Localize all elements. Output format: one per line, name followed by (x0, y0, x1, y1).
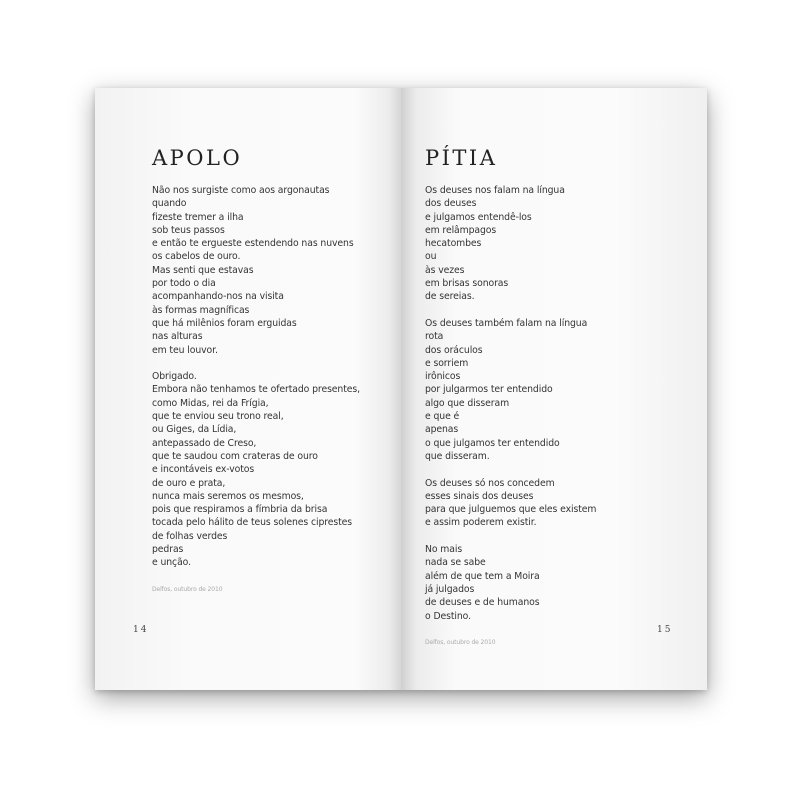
poem-line: o Destino. (425, 610, 471, 622)
poem-line: por todo o dia (152, 278, 216, 290)
poem-line: já julgados (425, 583, 475, 595)
poem-line: apenas (425, 424, 459, 436)
poem-line: os cabelos de ouro. (152, 251, 241, 263)
poem-line: de deuses e de humanos (425, 597, 540, 609)
poem-line: rota (425, 331, 444, 343)
poem-line: pois que respiramos a fímbria da brisa (152, 504, 328, 516)
poem-line: Embora não tenhamos te ofertado presentes, (152, 384, 360, 396)
poem-body (425, 184, 596, 649)
poem-line: dos deuses (425, 198, 477, 210)
poem-line: tocada pelo hálito de teus solenes ciprestes (152, 517, 353, 529)
poem-line: em teu louvor. (152, 344, 218, 356)
poem-line: pedras (152, 544, 184, 556)
poem-signature: Delfos, outubro de 2010 (152, 585, 223, 593)
poem-line: e sorriem (425, 357, 469, 369)
poem-line: e então te ergueste estendendo nas nuvens (152, 238, 354, 250)
poem-line: de sereias. (425, 291, 475, 303)
stanza-break (152, 357, 360, 370)
poem-line: às formas magníficas (152, 304, 250, 316)
poem-title: PÍTIA (425, 146, 498, 170)
poem-line: o que julgamos ter entendido (425, 437, 560, 449)
poem-line: além de que tem a Moira (425, 570, 540, 582)
poem-line: fizeste tremer a ilha (152, 211, 244, 223)
poem-line: No mais (425, 544, 463, 556)
poem-line: às vezes (425, 264, 465, 276)
poem-line: em relâmpagos (425, 224, 497, 236)
poem-line: Os deuses só nos concedem (425, 477, 555, 489)
poem-line: Os deuses também falam na língua (425, 317, 588, 329)
poem-line: sob teus passos (152, 224, 225, 236)
page-number: 15 (657, 625, 673, 635)
poem-line: antepassado de Creso, (152, 437, 257, 449)
poem-line: Mas senti que estavas (152, 264, 254, 276)
open-book (95, 88, 707, 690)
poem-line: nas alturas (152, 331, 203, 343)
poem-line: dos oráculos (425, 344, 483, 356)
poem-line: ou Giges, da Lídia, (152, 424, 237, 436)
poem-line: e incontáveis ex-votos (152, 464, 255, 476)
poem-body (152, 184, 360, 596)
poem-line: nunca mais seremos os mesmos, (152, 490, 304, 502)
poem-line: quando (152, 198, 187, 210)
poem-line: algo que disseram (425, 397, 510, 409)
right-page (401, 88, 707, 690)
stanza-break (425, 530, 596, 543)
poem-line: Obrigado. (152, 371, 197, 383)
poem-line: que há milênios foram erguidas (152, 317, 297, 329)
poem-line: e julgamos entendê-los (425, 211, 532, 223)
poem-signature: Delfos, outubro de 2010 (425, 638, 496, 646)
poem-line: esses sinais dos deuses (425, 490, 534, 502)
poem-line: e unção. (152, 557, 191, 569)
stanza-break (425, 304, 596, 317)
poem-line: que te saudou com crateras de ouro (152, 450, 318, 462)
poem-line: hecatombes (425, 238, 482, 250)
page-number: 14 (133, 625, 149, 635)
stanza-break (425, 463, 596, 476)
poem-line: e assim poderem existir. (425, 517, 537, 529)
poem-line: como Midas, rei da Frígia, (152, 397, 269, 409)
poem-line: de ouro e prata, (152, 477, 226, 489)
poem-line: que te enviou seu trono real, (152, 411, 284, 423)
poem-line: e que é (425, 411, 460, 423)
poem-line: por julgarmos ter entendido (425, 384, 553, 396)
poem-line: que disseram. (425, 450, 490, 462)
poem-line: ou (425, 251, 437, 263)
poem-line: acompanhando-nos na visita (152, 291, 284, 303)
poem-line: irônicos (425, 371, 461, 383)
poem-line: nada se sabe (425, 557, 486, 569)
poem-title: APOLO (152, 146, 243, 170)
poem-line: de folhas verdes (152, 530, 228, 542)
poem-line: Não nos surgiste como aos argonautas (152, 185, 330, 196)
poem-line: para que julguemos que eles existem (425, 504, 597, 516)
poem-line: em brisas sonoras (425, 278, 509, 290)
left-page (95, 88, 401, 690)
poem-line: Os deuses nos falam na língua (425, 185, 565, 196)
